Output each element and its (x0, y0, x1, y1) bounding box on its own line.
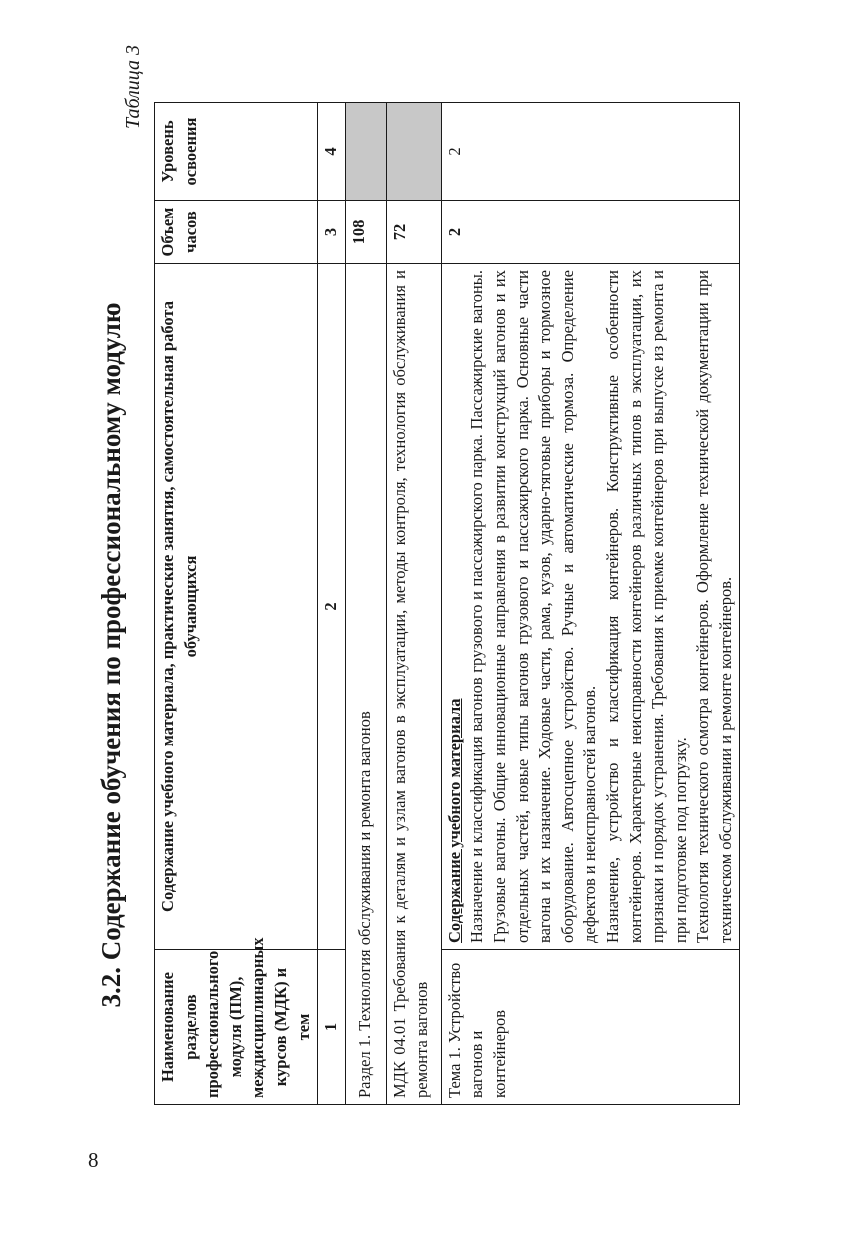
section-row (345, 103, 386, 1105)
mdk-name: МДК 04.01 Требования к деталям и узлам вагонов в эксплуатации, методы контроля, технология обслуживания и ремонта вагонов (386, 264, 441, 1105)
section-title: 3.2. Содержание обучения по профессиональному модулю (96, 302, 126, 1008)
mdk-row (386, 103, 441, 1105)
rotated-page-content (70, 45, 790, 1185)
column-number: 2 (318, 264, 346, 950)
topic-hours: 2 (441, 201, 740, 264)
page-number: 8 (88, 1148, 99, 1172)
content-paragraph: Назначение, устройство и классификация контейнеров. Конструктивные особенности контейнеров. Характерные неисправности контейнеров различных типов в эксплуатации, их признаки и порядок устранения. Требования к приемке контейнеров при выпуске из ремонта и при подготовке под погрузку. (602, 270, 690, 943)
column-number-row (318, 103, 346, 1105)
column-number: 1 (318, 950, 346, 1105)
content-heading: Содержание учебного материала (444, 698, 464, 943)
header-section-name: Наименование разделов профессионального модуля (ПМ), междисциплинарных курсов (МДК) и тем (155, 950, 318, 1105)
mdk-hours: 72 (386, 201, 441, 264)
topic-level: 2 (441, 103, 740, 201)
content-paragraph: Технология технического осмотра контейнеров. Оформление технической документации при техническом обслуживании и ремонте контейнеров. (693, 270, 735, 943)
section-level-cell (345, 103, 386, 201)
topic-content (441, 264, 740, 950)
header-level: Уровень освоения (155, 103, 318, 201)
column-number: 4 (318, 103, 346, 201)
column-number: 3 (318, 201, 346, 264)
header-hours: Объем часов (155, 201, 318, 264)
topic-name: Тема 1. Устройство вагонов и контейнеров (441, 950, 740, 1105)
content-paragraph: Назначение и классификация вагонов грузового и пассажирского парка. Пассажирские вагоны. Грузовые вагоны. Общие инновационные направления в развитии конструкций вагонов и их отдельных частей, новые типы вагонов грузового и пассажирского парка. Основные части вагона и их назначение. Ходовые части, рама, кузов, ударно-тяговые приборы и тормозное оборудование. Автосцепное устройство. Ручные и автоматические тормоза. Определение дефектов и неисправностей вагонов. (467, 270, 600, 943)
section-hours: 108 (345, 201, 386, 264)
section-name: Раздел 1. Технология обслуживания и ремонта вагонов (345, 264, 386, 1105)
topic-row (441, 103, 740, 1105)
content-table (154, 102, 740, 1105)
table-caption: Таблица 3 (122, 45, 144, 129)
mdk-level-cell (386, 103, 441, 201)
header-content: Содержание учебного материала, практические занятия, самостоятельная работа обучающихся (155, 264, 318, 950)
header-row (155, 103, 318, 1105)
